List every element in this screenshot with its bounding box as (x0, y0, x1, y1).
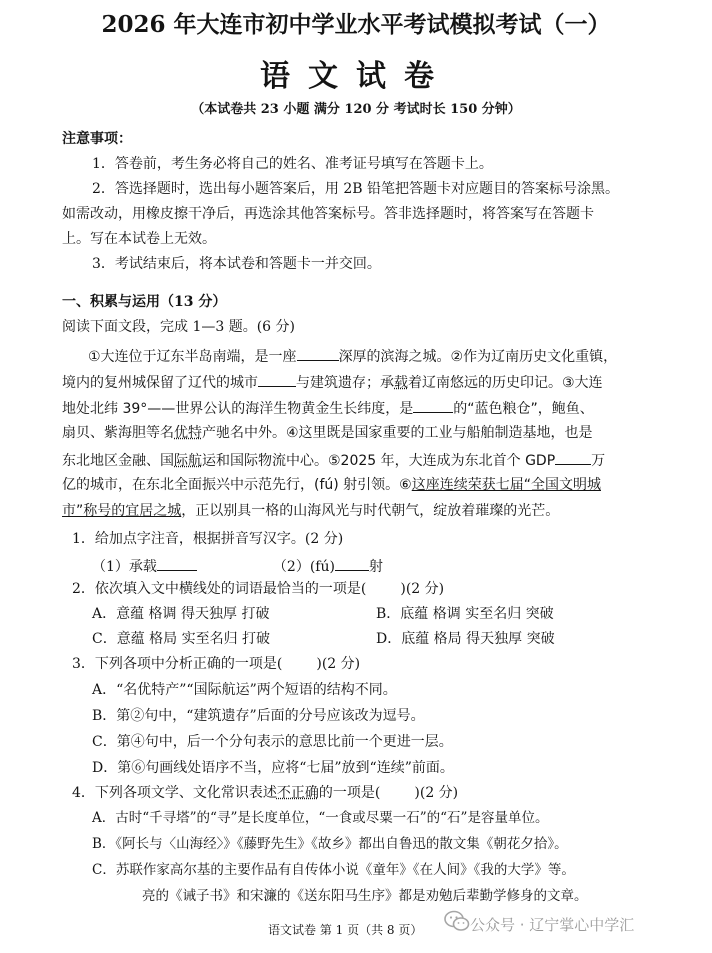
q4-emphasis: 不正确 (276, 785, 319, 801)
dotted-char: 航 (188, 453, 202, 469)
passage-line-3 (62, 398, 594, 418)
q3-stem-text: 3．下列各项中分析正确的一项是( (72, 656, 283, 672)
passage-text: 地处北纬 39°——世界公认的海洋生物黄金生长纬度，是 (62, 401, 414, 417)
exam-subtitle: 语文试卷 (260, 59, 452, 94)
underlined-text: 市”称号的宜居之城 (62, 503, 182, 519)
fill-blank-3[interactable] (413, 398, 453, 413)
q4-option-c: C．苏联作家高尔基的主要作品有自传体小说《童年》《在人间》《我的大学》等。 (92, 862, 575, 878)
passage-text: 产驰名中外。④这里既是国家重要的工业与船舶制造基地，也是 (202, 425, 593, 441)
passage-text: 运和国际物流中心。⑤2025 年，大连成为东北首个 GDP (202, 453, 556, 469)
q3-option-b: B．第②句中，“建筑遗存”后面的分号应该改为逗号。 (92, 708, 425, 724)
q3-stem-score: )(2 分) (316, 656, 361, 672)
passage-text: ①大连位于辽东半岛南端，是一座 (88, 349, 297, 365)
passage-text: 深厚的滨海之城。②作为辽南历史文化重镇， (338, 349, 618, 365)
section-heading: 一、积累与运用（13 分） (62, 294, 227, 310)
q3-option-d: D．第⑥句画线处语序不当，应将“七届”放到“连续”前面。 (92, 760, 454, 776)
q1-stem: 1．给加点字注音，根据拼音写汉字。(2 分) (72, 531, 344, 547)
q3-option-a: A．“名优特产”“国际航运”两个短语的结构不同。 (92, 682, 397, 698)
q1-parts (92, 556, 383, 576)
q3-option-c: C．第④句中，后一个分句表示的意思比前一个更进一层。 (92, 734, 453, 750)
q2-stem (72, 580, 444, 598)
passage-text: 亿的城市，在东北全面振兴中示范先行，(fú) 射引领。⑥ (62, 477, 412, 493)
q2-stem-text: 2．依次填入文中横线处的词语最恰当的一项是( (72, 581, 367, 597)
underlined-text: 这座连续荣获七届“全国文明城 (411, 477, 601, 493)
passage-text: 扇贝、紫海胆等名 (62, 425, 174, 441)
dotted-char: 载 (394, 375, 408, 391)
q4-stem-score: )(2 分) (414, 785, 459, 801)
passage-line-1 (88, 346, 617, 366)
q2-option-d: D．底蕴 格局 得天独厚 突破 (376, 631, 555, 647)
q1-part-2-suffix: 射 (368, 559, 383, 575)
notice-item-2a: 2．答选择题时，选出每小题答案后，用 2B 铅笔把答题卡对应题目的答案标号涂黑。 (92, 181, 620, 197)
q1-part-2: （2）(fú) (272, 559, 335, 575)
passage-text: ，正以别具一格的山海风光与时代朝气，绽放着璀璨的光芒。 (181, 503, 560, 519)
passage-text: 东北地区金融、国 (62, 453, 174, 469)
fill-blank-1[interactable] (297, 346, 339, 361)
exam-info: （本试卷共 23 小题 满分 120 分 考试时长 150 分钟） (191, 102, 521, 117)
q4-stem-text: 4．下列各项文学、文化常识表述 (72, 785, 277, 801)
notice-label: 注意事项： (62, 131, 132, 147)
notice-item-2c: 上。写在本试卷上无效。 (62, 231, 216, 247)
passage-line-5 (62, 450, 605, 470)
q2-option-a: A．意蕴 格调 得天独厚 打破 (92, 606, 270, 622)
passage-line-7 (62, 502, 559, 520)
passage-text: 的“蓝色粮仓”，鲍鱼、 (453, 401, 594, 417)
q4-option-b: B．《阿长与〈山海经〉》《藤野先生》《故乡》都出自鲁迅的散文集《朝花夕拾》。 (92, 836, 568, 852)
q2-option-b: B．底蕴 格调 实至名归 突破 (376, 606, 554, 622)
exam-title: 2026 年大连市初中学业水平考试模拟考试（一） (101, 11, 611, 38)
notice-item-2b: 如需改动，用橡皮擦干净后，再选涂其他答案标号。答非选择题时，将答案写在答题卡 (62, 206, 594, 222)
passage-line-6 (62, 476, 601, 494)
q4-option-d: 亮的《诫子书》和宋濂的《送东阳马生序》都是劝勉后辈勤学修身的文章。 (142, 888, 588, 904)
wechat-icon (444, 910, 470, 932)
q4-stem-text-2: 的一项是( (318, 785, 381, 801)
fill-blank-2[interactable] (258, 372, 296, 387)
q1-part-1: （1）承载 (92, 559, 157, 575)
passage-text: 万 (591, 453, 606, 469)
q3-stem (72, 655, 360, 673)
q2-stem-score: )(2 分) (400, 581, 445, 597)
dotted-char: 际 (174, 453, 188, 469)
dotted-char: 特 (188, 425, 202, 441)
q1-answer-blank-2[interactable] (335, 556, 369, 571)
q2-option-c: C．意蕴 格局 实至名归 打破 (92, 631, 271, 647)
q1-answer-blank-1[interactable] (157, 556, 197, 571)
passage-text: 与建筑遗存；承 (296, 375, 394, 391)
section-instruction: 阅读下面文段，完成 1—3 题。(6 分) (62, 319, 295, 335)
passage-line-2 (62, 372, 603, 392)
passage-line-4 (62, 424, 593, 442)
fill-blank-4[interactable] (555, 450, 591, 465)
watermark: 公众号 · 辽宁掌心中学汇 (470, 916, 635, 934)
dotted-char: 优 (174, 425, 188, 441)
q4-option-a: A．古时“千寻塔”的“寻”是长度单位，“一食或尽粟一石”的“石”是容量单位。 (92, 810, 549, 826)
notice-item-3: 3．考试结束后，将本试卷和答题卡一并交回。 (92, 256, 381, 272)
q4-stem (72, 784, 458, 802)
passage-text: 境内的复州城保留了辽代的城市 (62, 375, 258, 391)
passage-text: 着辽南悠远的历史印记。③大连 (408, 375, 603, 391)
page-footer: 语文试卷 第 1 页（共 8 页） (268, 923, 423, 937)
notice-item-1: 1．答卷前，考生务必将自己的姓名、准考证号填写在答题卡上。 (92, 156, 493, 172)
